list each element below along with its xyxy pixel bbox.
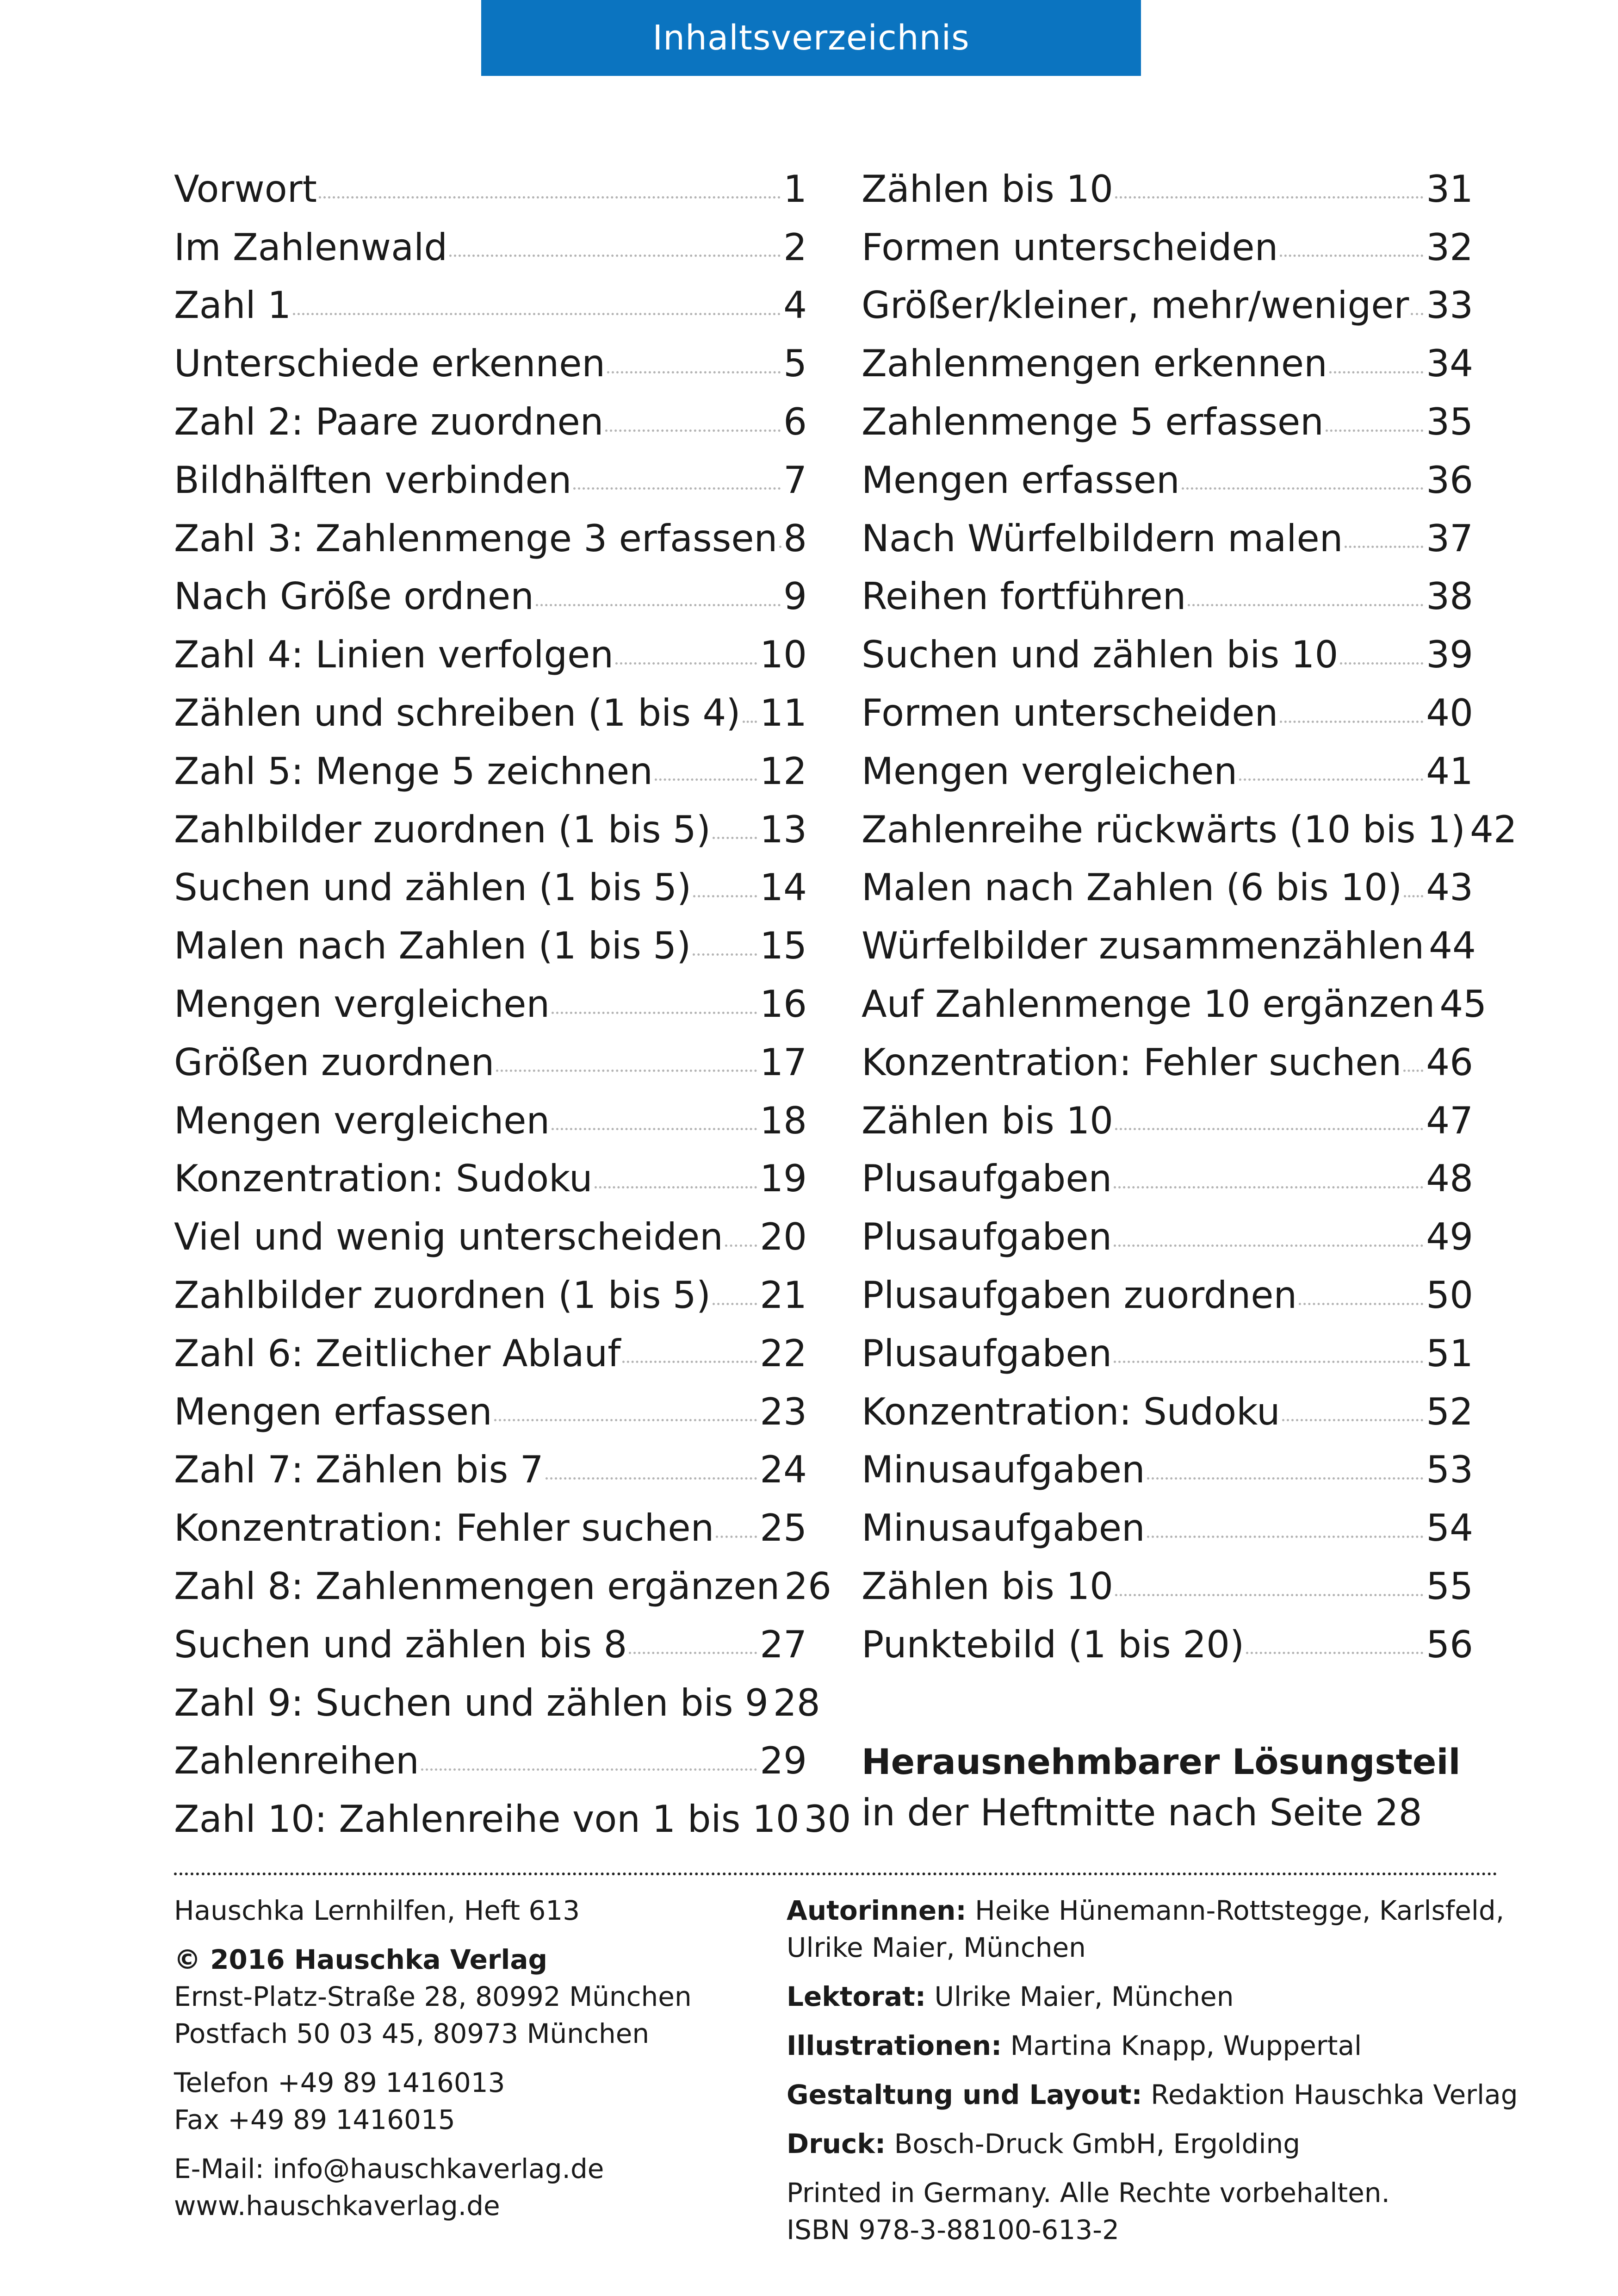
toc-entry-page: 15 — [760, 924, 807, 968]
toc-entry-title: Im Zahlenwald — [174, 225, 448, 269]
illustrations-line — [787, 2027, 1499, 2064]
solution-note — [862, 1736, 1461, 1838]
toc-entry-page: 30 — [804, 1798, 851, 1841]
toc-entry-title: Konzentration: Sudoku — [174, 1157, 593, 1201]
toc-entry — [862, 1092, 1473, 1150]
toc-entry-title: Plusaufgaben zuordnen — [862, 1274, 1297, 1317]
toc-dot-leader — [1115, 1128, 1423, 1130]
toc-dot-leader — [1147, 1477, 1423, 1480]
toc-entry-title: Formen unterscheiden — [862, 691, 1278, 735]
toc-dot-leader — [1326, 429, 1423, 432]
toc-entry — [862, 160, 1473, 218]
toc-entry — [174, 742, 807, 801]
toc-entry-title: Mengen erfassen — [862, 458, 1180, 502]
design-line — [787, 2076, 1518, 2113]
toc-dot-leader — [1246, 1652, 1423, 1654]
toc-entry-title: Mengen vergleichen — [174, 983, 550, 1026]
toc-entry — [174, 1150, 807, 1208]
toc-dot-leader — [1115, 196, 1423, 199]
toc-entry-page: 7 — [783, 458, 807, 502]
toc-entry-title: Punktebild (1 bis 20) — [862, 1623, 1245, 1666]
toc-entry — [174, 1499, 807, 1557]
toc-dot-leader — [1345, 546, 1423, 548]
toc-dot-leader — [629, 1652, 757, 1654]
toc-entry-page: 11 — [760, 691, 807, 735]
imprint-right — [787, 1892, 1518, 2248]
toc-entry — [862, 568, 1473, 626]
toc-entry-title: Mengen vergleichen — [862, 749, 1238, 793]
toc-entry-page: 46 — [1426, 1040, 1473, 1084]
toc-entry-page: 28 — [773, 1681, 820, 1724]
toc-dot-leader — [496, 1070, 757, 1072]
toc-entry-page: 45 — [1439, 983, 1487, 1026]
solution-heading: Herausnehmbarer Lösungsteil — [862, 1741, 1461, 1782]
toc-entry — [174, 801, 807, 859]
toc-entry-page: 27 — [760, 1623, 807, 1666]
toc-dot-leader — [1280, 721, 1423, 723]
toc-entry-title: Nach Würfelbildern malen — [862, 516, 1343, 560]
toc-entry-page: 36 — [1426, 458, 1473, 502]
toc-entry-page: 29 — [760, 1739, 807, 1783]
toc-column-right — [862, 160, 1517, 1674]
toc-entry-title: Suchen und zählen bis 10 — [862, 633, 1339, 677]
toc-entry — [174, 218, 807, 277]
toc-entry-page: 13 — [760, 808, 807, 851]
toc-entry-title: Zählen bis 10 — [862, 167, 1114, 211]
toc-entry-title: Zahlbilder zuordnen (1 bis 5) — [174, 1274, 711, 1317]
toc-entry-page: 50 — [1426, 1274, 1473, 1317]
toc-entry-title: Zahlenreihe rückwärts (10 bis 1) — [862, 808, 1465, 851]
toc-entry-page: 52 — [1426, 1390, 1473, 1433]
toc-entry-page: 14 — [760, 866, 807, 909]
toc-entry-page: 31 — [1426, 167, 1473, 211]
toc-entry-title: Zahl 4: Linien verfolgen — [174, 633, 614, 677]
toc-entry — [174, 568, 807, 626]
copyright-line: © 2016 Hauschka Verlag — [174, 1944, 548, 1975]
toc-entry-title: Zählen bis 10 — [862, 1099, 1114, 1142]
toc-entry — [174, 1208, 807, 1266]
toc-entry — [862, 1441, 1473, 1500]
toc-entry-title: Malen nach Zahlen (6 bis 10) — [862, 866, 1402, 909]
toc-entry-title: Mengen vergleichen — [174, 1099, 550, 1142]
toc-dot-leader — [713, 837, 757, 839]
email-line: E-Mail: info@hauschkaverlag.de — [174, 2153, 604, 2184]
illustrations-label: Illustrationen: — [787, 2030, 1002, 2061]
imprint-left — [174, 1892, 775, 2224]
toc-entry — [174, 917, 807, 975]
toc-column-left — [174, 160, 851, 1848]
toc-dot-leader — [1340, 662, 1423, 665]
toc-dot-leader — [1329, 371, 1423, 373]
toc-entry-page: 26 — [784, 1565, 832, 1608]
toc-entry — [174, 1790, 851, 1848]
editing-value: Ulrike Maier, München — [926, 1981, 1234, 2012]
toc-entry-title: Mengen erfassen — [174, 1390, 492, 1433]
toc-entry-page: 12 — [760, 749, 807, 793]
toc-entry — [862, 277, 1473, 335]
print-value: Bosch-Druck GmbH, Ergolding — [886, 2128, 1301, 2159]
toc-dot-leader — [1114, 1244, 1423, 1247]
toc-dot-leader — [615, 662, 757, 665]
toc-dot-leader — [779, 546, 781, 548]
toc-entry-page: 47 — [1426, 1099, 1473, 1142]
toc-dot-leader — [319, 196, 781, 199]
toc-entry-title: Minusaufgaben — [862, 1448, 1145, 1492]
toc-entry-title: Zahlenmengen erkennen — [862, 342, 1327, 386]
toc-entry-title: Würfelbilder zusammenzählen — [862, 924, 1425, 968]
editing-line — [787, 1978, 1499, 2015]
toc-entry-page: 54 — [1426, 1506, 1473, 1550]
toc-entry-page: 44 — [1429, 924, 1476, 968]
toc-entry-page: 38 — [1426, 575, 1473, 618]
toc-dot-leader — [1114, 1361, 1423, 1363]
toc-entry-title: Zählen bis 10 — [862, 1565, 1114, 1608]
toc-dot-leader — [421, 1768, 757, 1771]
toc-entry-title: Minusaufgaben — [862, 1506, 1145, 1550]
toc-entry — [862, 684, 1473, 742]
footer-divider — [174, 1873, 1497, 1875]
toc-entry-title: Zahl 6: Zeitlicher Ablauf — [174, 1332, 621, 1375]
toc-entry — [174, 1033, 807, 1092]
toc-entry-page: 39 — [1426, 633, 1473, 677]
toc-entry-title: Konzentration: Sudoku — [862, 1390, 1280, 1433]
toc-entry-page: 20 — [760, 1215, 807, 1259]
toc-entry-page: 21 — [760, 1274, 807, 1317]
toc-dot-leader — [605, 429, 781, 432]
toc-entry-title: Auf Zahlenmenge 10 ergänzen — [862, 983, 1435, 1026]
toc-dot-leader — [622, 1361, 757, 1363]
toc-entry-title: Zahl 1 — [174, 284, 291, 327]
toc-entry-page: 53 — [1426, 1448, 1473, 1492]
toc-entry-title: Zahl 8: Zahlenmengen ergänzen — [174, 1565, 780, 1608]
toc-dot-leader — [1403, 1070, 1423, 1072]
toc-entry-page: 16 — [760, 983, 807, 1026]
toc-entry-title: Zahl 9: Suchen und zählen bis 9 — [174, 1681, 769, 1724]
toc-entry-title: Plusaufgaben — [862, 1157, 1112, 1201]
toc-entry — [174, 859, 807, 917]
toc-entry-title: Zahlbilder zuordnen (1 bis 5) — [174, 808, 711, 851]
toc-entry-title: Suchen und zählen bis 8 — [174, 1623, 627, 1666]
toc-entry-title: Zahl 7: Zählen bis 7 — [174, 1448, 544, 1492]
toc-dot-leader — [293, 313, 781, 315]
toc-entry-page: 6 — [783, 400, 807, 444]
toc-entry — [174, 1325, 807, 1383]
toc-entry-page: 42 — [1470, 808, 1517, 851]
address-line: Ernst-Platz-Straße 28, 80992 München — [174, 1981, 692, 2012]
header-bar — [481, 0, 1141, 76]
toc-entry-title: Plusaufgaben — [862, 1215, 1112, 1259]
toc-entry — [862, 1616, 1473, 1674]
phone-line: Telefon +49 89 1416013 — [174, 2067, 505, 2098]
toc-entry — [862, 975, 1487, 1033]
toc-entry-page: 25 — [760, 1506, 807, 1550]
toc-entry-title: Unterschiede erkennen — [174, 342, 606, 386]
toc-entry — [862, 626, 1473, 684]
toc-dot-leader — [743, 721, 757, 723]
toc-entry-title: Größen zuordnen — [174, 1040, 495, 1084]
toc-entry — [174, 626, 807, 684]
illustrations-value: Martina Knapp, Wuppertal — [1002, 2030, 1362, 2061]
toc-entry-title: Zahlenmenge 5 erfassen — [862, 400, 1324, 444]
toc-entry-title: Reihen fortführen — [862, 575, 1186, 618]
toc-entry-title: Zahl 5: Menge 5 zeichnen — [174, 749, 653, 793]
toc-entry-title: Viel und wenig unterscheiden — [174, 1215, 723, 1259]
toc-entry-page: 48 — [1426, 1157, 1473, 1201]
toc-entry-page: 55 — [1426, 1565, 1473, 1608]
toc-entry — [174, 277, 807, 335]
toc-entry — [862, 510, 1473, 568]
toc-entry-page: 43 — [1426, 866, 1473, 909]
toc-dot-leader — [713, 1303, 757, 1305]
toc-entry — [174, 1674, 820, 1732]
toc-dot-leader — [725, 1244, 757, 1247]
toc-entry-page: 35 — [1426, 400, 1473, 444]
toc-entry-title: Formen unterscheiden — [862, 225, 1278, 269]
toc-entry — [862, 451, 1473, 510]
toc-entry-page: 33 — [1426, 284, 1473, 327]
toc-entry-title: Zahl 10: Zahlenreihe von 1 bis 10 — [174, 1798, 800, 1841]
toc-entry-page: 8 — [783, 516, 807, 560]
toc-entry — [862, 801, 1517, 859]
toc-entry-title: Zahl 3: Zahlenmenge 3 erfassen — [174, 516, 778, 560]
postbox-line: Postfach 50 03 45, 80973 München — [174, 2018, 650, 2049]
toc-entry — [174, 160, 807, 218]
toc-entry-page: 2 — [783, 225, 807, 269]
toc-entry-title: Größer/kleiner, mehr/weniger — [862, 284, 1409, 327]
toc-entry — [174, 1616, 807, 1674]
toc-entry-title: Bildhälften verbinden — [174, 458, 572, 502]
toc-dot-leader — [536, 604, 781, 606]
toc-dot-leader — [1182, 487, 1424, 490]
toc-dot-leader — [573, 487, 781, 490]
toc-entry-page: 37 — [1426, 516, 1473, 560]
toc-entry-page: 10 — [760, 633, 807, 677]
toc-entry — [862, 1383, 1473, 1441]
page-title: Inhaltsverzeichnis — [652, 18, 970, 58]
toc-dot-leader — [552, 1012, 757, 1014]
toc-entry — [862, 859, 1473, 917]
authors-line — [787, 1892, 1505, 1929]
toc-entry-title: Malen nach Zahlen (1 bis 5) — [174, 924, 691, 968]
toc-dot-leader — [1115, 1594, 1423, 1596]
toc-entry-page: 9 — [783, 575, 807, 618]
toc-entry-title: Nach Größe ordnen — [174, 575, 534, 618]
toc-entry — [174, 335, 807, 393]
toc-dot-leader — [1280, 255, 1423, 257]
solution-location: in der Heftmitte nach Seite 28 — [862, 1791, 1422, 1834]
toc-entry — [862, 1150, 1473, 1208]
toc-dot-leader — [1299, 1303, 1423, 1305]
toc-dot-leader — [1147, 1536, 1423, 1538]
toc-entry-title: Konzentration: Fehler suchen — [862, 1040, 1402, 1084]
toc-entry-page: 56 — [1426, 1623, 1473, 1666]
toc-entry-page: 34 — [1426, 342, 1473, 386]
toc-entry-page: 40 — [1426, 691, 1473, 735]
editing-label: Lektorat: — [787, 1981, 926, 2012]
toc-entry-title: Plusaufgaben — [862, 1332, 1112, 1375]
rights-line: Printed in Germany. Alle Rechte vorbehalten. — [787, 2177, 1390, 2209]
toc-entry — [862, 1208, 1473, 1266]
toc-entry-page: 1 — [783, 167, 807, 211]
toc-entry — [862, 393, 1473, 451]
toc-entry-page: 17 — [760, 1040, 807, 1084]
toc-entry-page: 32 — [1426, 225, 1473, 269]
toc-entry-page: 24 — [760, 1448, 807, 1492]
toc-entry — [862, 335, 1473, 393]
toc-dot-leader — [546, 1477, 757, 1480]
toc-entry — [174, 1441, 807, 1500]
toc-entry-page: 41 — [1426, 749, 1473, 793]
toc-entry-page: 4 — [783, 284, 807, 327]
toc-entry — [862, 1266, 1473, 1325]
toc-entry — [174, 1092, 807, 1150]
toc-entry-title: Zahl 2: Paare zuordnen — [174, 400, 604, 444]
toc-dot-leader — [1411, 313, 1423, 315]
toc-dot-leader — [449, 255, 781, 257]
toc-dot-leader — [552, 1128, 757, 1130]
toc-entry — [862, 1557, 1473, 1616]
toc-entry — [174, 510, 807, 568]
toc-dot-leader — [1114, 1186, 1423, 1188]
authors-value: Heike Hünemann-Rottstegge, Karlsfeld, — [966, 1895, 1505, 1926]
toc-dot-leader — [607, 371, 781, 373]
toc-entry — [174, 1383, 807, 1441]
isbn-line: ISBN 978-3-88100-613-2 — [787, 2214, 1119, 2246]
toc-entry — [174, 451, 807, 510]
toc-entry — [174, 975, 807, 1033]
toc-entry — [174, 1266, 807, 1325]
toc-entry — [174, 393, 807, 451]
toc-entry — [174, 1557, 832, 1616]
toc-entry-page: 23 — [760, 1390, 807, 1433]
toc-entry-title: Vorwort — [174, 167, 317, 211]
toc-dot-leader — [1239, 778, 1423, 781]
print-label: Druck: — [787, 2128, 886, 2159]
toc-entry — [174, 1732, 807, 1791]
toc-entry-page: 51 — [1426, 1332, 1473, 1375]
toc-dot-leader — [693, 895, 757, 897]
toc-dot-leader — [1282, 1419, 1423, 1421]
toc-entry — [174, 684, 807, 742]
toc-entry — [862, 1325, 1473, 1383]
toc-dot-leader — [595, 1186, 757, 1188]
design-value: Redaktion Hauschka Verlag — [1142, 2079, 1518, 2110]
toc-entry — [862, 917, 1476, 975]
toc-dot-leader — [1404, 895, 1423, 897]
toc-entry — [862, 742, 1473, 801]
toc-entry — [862, 1033, 1473, 1092]
toc-entry-page: 22 — [760, 1332, 807, 1375]
toc-entry-page: 19 — [760, 1157, 807, 1201]
toc-entry — [862, 1499, 1473, 1557]
toc-entry — [862, 218, 1473, 277]
toc-entry-title: Zahlenreihen — [174, 1739, 419, 1783]
toc-dot-leader — [655, 778, 757, 781]
toc-entry-title: Suchen und zählen (1 bis 5) — [174, 866, 692, 909]
toc-dot-leader — [693, 953, 757, 956]
toc-dot-leader — [716, 1536, 757, 1538]
toc-entry-title: Zählen und schreiben (1 bis 4) — [174, 691, 741, 735]
fax-line: Fax +49 89 1416015 — [174, 2104, 455, 2135]
website-line: www.hauschkaverlag.de — [174, 2190, 500, 2221]
authors-label: Autorinnen: — [787, 1895, 967, 1926]
authors-line-2: Ulrike Maier, München — [787, 1932, 1086, 1963]
toc-entry-page: 5 — [783, 342, 807, 386]
print-line — [787, 2125, 1499, 2162]
toc-entry-title: Konzentration: Fehler suchen — [174, 1506, 714, 1550]
toc-entry-page: 49 — [1426, 1215, 1473, 1259]
series-line: Hauschka Lernhilfen, Heft 613 — [174, 1895, 580, 1926]
design-label: Gestaltung und Layout: — [787, 2079, 1142, 2110]
toc-dot-leader — [494, 1419, 757, 1421]
toc-dot-leader — [1188, 604, 1423, 606]
toc-entry-page: 18 — [760, 1099, 807, 1142]
